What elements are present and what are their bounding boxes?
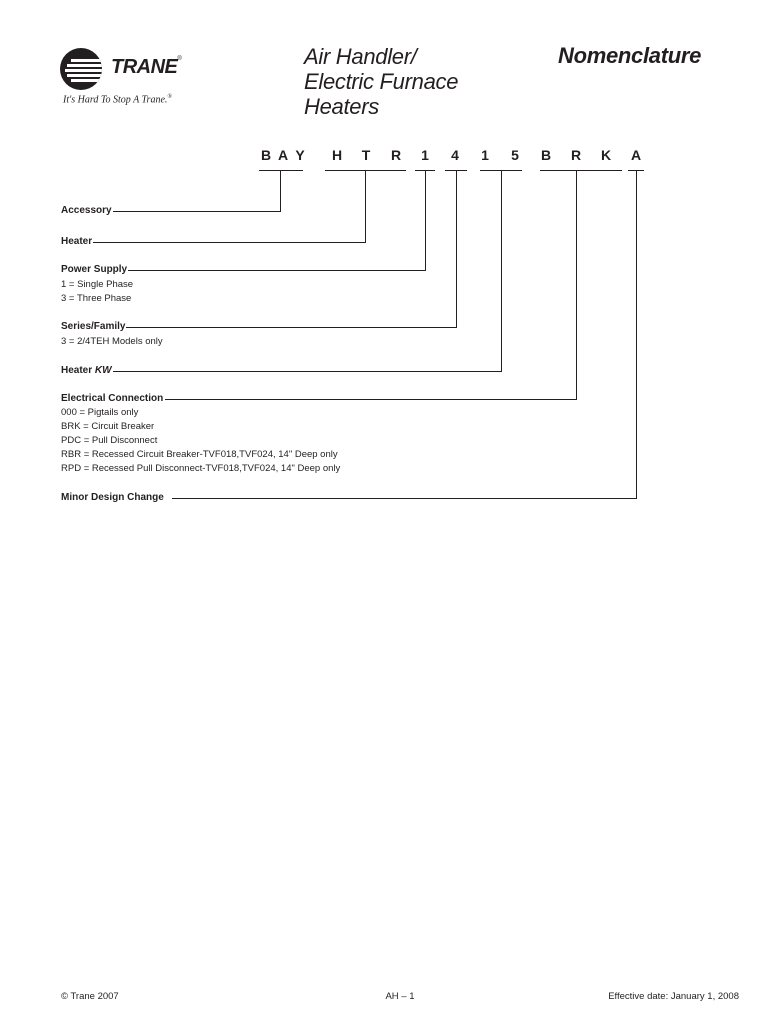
electrical-connection-option: BRK = Circuit Breaker bbox=[61, 421, 155, 432]
brand-name: TRANE® bbox=[111, 56, 182, 78]
code-char: K bbox=[600, 147, 612, 163]
brand-tagline: It's Hard To Stop A Trane.® bbox=[63, 94, 172, 106]
code-char: 5 bbox=[511, 147, 519, 163]
code-char: 1 bbox=[481, 147, 489, 163]
kw-suffix: KW bbox=[94, 365, 112, 376]
code-char: R bbox=[570, 147, 582, 163]
code-char: B bbox=[540, 147, 552, 163]
footer-effective-date: Effective date: January 1, 2008 bbox=[608, 991, 739, 1002]
electrical-connection-option: 000 = Pigtails only bbox=[61, 407, 139, 418]
code-char: R bbox=[390, 147, 402, 163]
tagline-registered-mark: ® bbox=[167, 94, 172, 100]
leader-electrical-connection bbox=[165, 171, 577, 400]
code-char: T bbox=[361, 147, 371, 163]
code-char: A bbox=[630, 147, 642, 163]
electrical-connection-option: PDC = Pull Disconnect bbox=[61, 435, 158, 446]
label-power-supply: Power Supply bbox=[61, 264, 128, 275]
leader-power-supply bbox=[125, 171, 426, 271]
code-char: H bbox=[331, 147, 343, 163]
electrical-connection-option: RPD = Recessed Pull Disconnect-TVF018,TVF024, 14" Deep only bbox=[61, 463, 341, 474]
code-char: A bbox=[277, 147, 289, 163]
power-supply-option: 1 = Single Phase bbox=[61, 279, 134, 290]
power-supply-option: 3 = Three Phase bbox=[61, 293, 132, 304]
label-accessory: Accessory bbox=[61, 205, 112, 216]
title-line-2: Electric Furnace bbox=[304, 69, 459, 94]
title-line-1: Air Handler/ bbox=[304, 44, 417, 69]
electrical-connection-option: RBR = Recessed Circuit Breaker-TVF018,TVF024, 14" Deep only bbox=[61, 449, 338, 460]
footer-page-number: AH – 1 bbox=[385, 991, 415, 1002]
label-minor-design-change: Minor Design Change bbox=[61, 492, 169, 504]
leader-heater bbox=[90, 171, 366, 243]
title-line-3: Heaters bbox=[304, 94, 379, 119]
label-heater-kw: Heater KW bbox=[61, 365, 112, 376]
footer-copyright: © Trane 2007 bbox=[61, 991, 119, 1002]
brand-registered-mark: ® bbox=[177, 56, 182, 62]
label-heater: Heater bbox=[61, 236, 93, 247]
leader-accessory bbox=[110, 171, 281, 212]
section-title: Nomenclature bbox=[558, 43, 702, 68]
label-electrical-connection: Electrical Connection bbox=[61, 393, 164, 404]
label-series-family: Series/Family bbox=[61, 321, 126, 332]
series-family-option: 3 = 2/4TEH Models only bbox=[61, 336, 163, 347]
code-char: 1 bbox=[421, 147, 429, 163]
code-char: B bbox=[260, 147, 272, 163]
code-char: Y bbox=[295, 147, 305, 163]
leader-series-family bbox=[125, 171, 457, 328]
code-char: 4 bbox=[451, 147, 459, 163]
